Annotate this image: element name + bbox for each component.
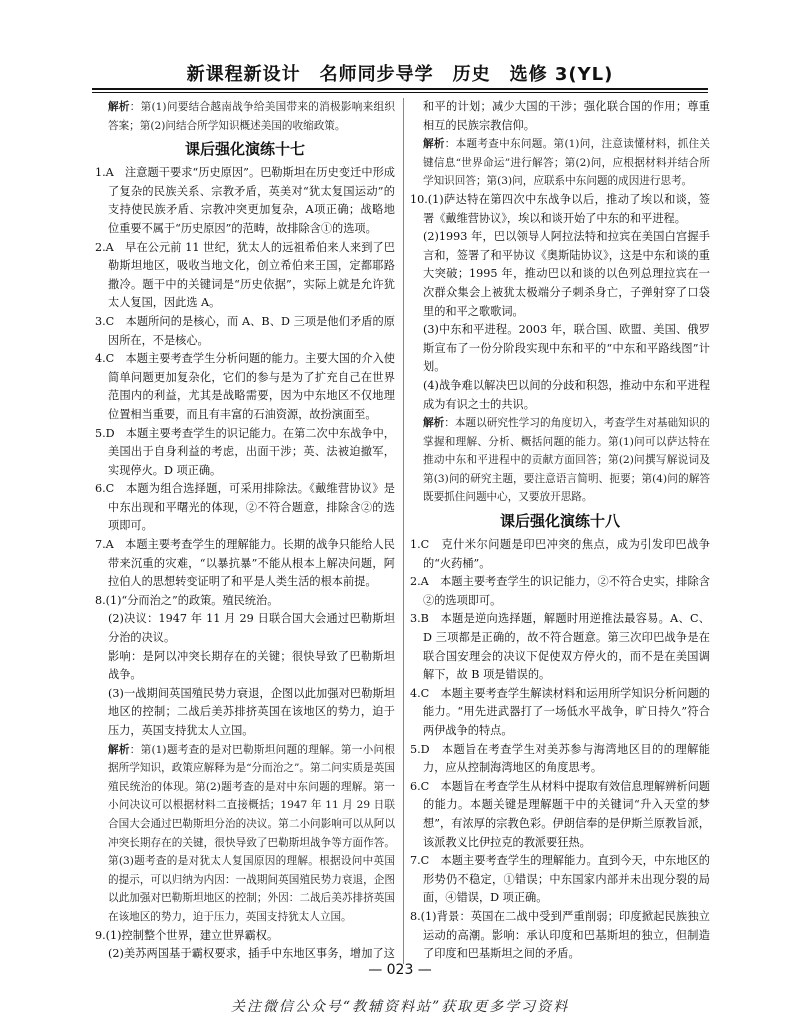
answer-item: 5.D 本题旨在考查学生对美苏参与海湾地区目的的理解能力，应从控制海湾地区的角度思考。 — [410, 742, 710, 775]
analysis-label: 解析 — [423, 417, 445, 430]
analysis-text: ：本题以研究性学习的角度切入，考查学生对基础知识的掌握和理解、分析、概括问题的能力。第(1)问可以萨达特在推动中东和平进程中的贡献方面回答；第(2)问撰写解说词及第(3)问的研究主题，要注意语言简明、扼要；第(4)问的解答既要抓住问题中心，又要放开思路。 — [423, 417, 710, 504]
analysis-paragraph — [95, 98, 395, 135]
answer-item: 4.C 本题主要考查学生分析问题的能力。主要大国的介入使简单问题更加复杂化，它们的参与是为了扩充自己在世界范围内的利益，尤其是战略需要，因为中东地区不仅地理位置相当重要，而且有丰富的石油资源，故扮演面至。 — [95, 352, 395, 421]
analysis-text: ：第(1)问要结合越南战争给美国带来的消极影响来组织答案；第(2)问结合所学知识概述美国的收缩政策。 — [108, 101, 395, 132]
answer-item: 4.C 本题主要考查学生解读材料和运用所学知识分析问题的能力。“用先进武器打了一场低水平战争，旷日持久”符合两伊战争的特点。 — [410, 686, 710, 737]
answer-subitem: (2)决议：1947 年 11 月 29 日联合国大会通过巴勒斯坦分治的决议。 — [108, 612, 395, 645]
analysis-paragraph — [410, 414, 710, 507]
answer-item: 3.C 本题所问的是核心，而 A、B、D 三项是他们矛盾的原因所在，不是核心。 — [95, 314, 395, 347]
analysis-paragraph — [95, 741, 395, 927]
right-column — [410, 98, 710, 964]
answer-item: 8.(1)“分而治之”的政策。殖民统治。 — [95, 593, 279, 607]
analysis-text: ：第(1)题考查的是对巴勒斯坦问题的理解。第一小问根据所学知识，政策应解释为是“分而治之”。第二问实质是英国殖民统治的体现。第(2)题考查的是对中东问题的理解。第一小问决议可以根据材料二直接概括；1947 年 11 月 29 日联合国大会通过巴勒斯坦分治的决议。第二小问影响可以从阿以冲突长期存在的关键，很快导致了巴勒斯坦战争等方面作答。第(3)题考查的是对犹太人复国原因的理解。根据设问中英国的提示，可以归纳为内因：一战期间英国殖民势力衰退，企图以此加强对巴勒斯坦地区的控制；外因：二战后美苏排挤英国在该地区的势力，迫于压力，英国支持犹太人立国。 — [108, 743, 395, 923]
column-divider — [403, 98, 404, 964]
section-title: 课后强化演练十七 — [184, 140, 305, 159]
answer-item: 1.A 注意题干要求“历史原因”。巴勒斯坦在历史变迁中形成了复杂的民族关系、宗教矛盾，英美对“犹太复国运动”的支持使民族矛盾、宗教冲突更加复杂，A项正确；战略地位重要不属于“历史原因”的范畴，故排除含①的选项。 — [95, 166, 395, 235]
page-number: — 023 — — [368, 962, 432, 978]
answer-subitem: (3)一战期间英国殖民势力衰退，企图以此加强对巴勒斯坦地区的控制；二战后美苏排挤英国在该地区的势力，迫于压力，英国支持犹太人立国。 — [108, 686, 395, 737]
answer-subitem: 影响：是阿以冲突长期存在的关键；很快导致了巴勒斯坦战争。 — [108, 649, 395, 682]
analysis-label: 解析 — [423, 138, 445, 151]
analysis-paragraph — [410, 135, 710, 191]
answer-subitem: (4)战争难以解决巴以间的分歧和积怨，推动中东和平进程成为有识之士的共识。 — [423, 378, 710, 411]
footer-note: 关注微信公众号“教辅资料站”获取更多学习资料 — [230, 999, 570, 1015]
answer-subitem: (2)1993 年，巴以领导人阿拉法特和拉宾在美国白宫握手言和，签署了和平协议《奥斯陆协议》，这是中东和谈的重大突破；1995 年，推动巴以和谈的以色列总理拉宾在一次群众集会上被犹太极端分子刺杀身亡，子弹射穿了口袋里的和平之歌歌词。 — [423, 230, 710, 318]
answer-item: 2.A 本题主要考查学生的识记能力，②不符合史实，排除含②的选项即可。 — [410, 575, 710, 607]
answer-subitem: (3)中东和平进程。2003 年，联合国、欧盟、美国、俄罗斯宣布了一份分阶段实现中东和平的“中东和平路线图”计划。 — [423, 323, 710, 374]
page-header-title: 新课程新设计 名师同步导学 历史 选修 3(YL) — [186, 64, 614, 85]
analysis-label: 解析 — [108, 101, 130, 113]
header-rule-thick — [92, 88, 708, 90]
left-column — [95, 98, 395, 964]
header-rule-thin — [92, 92, 708, 93]
answer-item: 6.C 本题旨在考查学生从材料中提取有效信息理解辨析问题的能力。本题关键是理解题干中的关键词“升入天堂的梦想”，有浓厚的宗教色彩。伊朗信奉的是伊斯兰原教旨派，该派教义比伊拉克的教派要狂热。 — [410, 779, 710, 849]
answer-item: 3.B 本题是逆向选择题，解题时用逆推法最容易。A、C、D 三项都是正确的，故不符合题意。第三次印巴战争是在联合国安理会的决议下促使双方停火的，而不是在美国调解下，故 B 项是错误的。 — [410, 612, 710, 682]
analysis-text: ：本题考查中东问题。第(1)问，注意读懂材料，抓住关键信息“世界命运”进行解答；第(2)问，应根据材料并结合所学知识回答；第(3)问，应联系中东问题的成因进行思考。 — [423, 138, 710, 188]
answer-item: 1.C 克什米尔问题是印巴冲突的焦点，成为引发印巴战争的“火药桶”。 — [410, 538, 710, 570]
answer-item: 9.(1)控制整个世界，建立世界霸权。 — [95, 928, 279, 942]
section-title: 课后强化演练十八 — [499, 512, 620, 531]
answer-item: 7.C 本题主要考查学生的理解能力。直到今天，中东地区的形势仍不稳定，①错误；中东国家内部并未出现分裂的局面，④错误，D 项正确。 — [410, 854, 710, 905]
answer-item: 6.C 本题为组合选择题，可采用排除法。《戴维营协议》是中东出现和平曙光的体现，②不符合题意，排除含②的选项即可。 — [95, 482, 395, 533]
analysis-label: 解析 — [108, 743, 130, 756]
answer-item: 2.A 早在公元前 11 世纪，犹太人的远祖希伯来人来到了巴勒斯坦地区，吸收当地文化，创立希伯来王国，定都耶路撒冷。题干中的关键词是“历史依据”，实际上就是允许犹太人复国，因此选 A。 — [95, 240, 395, 310]
answer-item: 10.(1)萨达特在第四次中东战争以后，推动了埃以和谈，签署《戴维营协议》，埃以和谈开始了中东的和平进程。 — [410, 192, 710, 225]
answer-subitem: (2)美苏两国基于霸权要求，插手中东地区事务，增加了这 — [108, 947, 395, 961]
answer-subitem: 和平的计划；减少大国的干涉；强化联合国的作用；尊重相互的民族宗教信仰。 — [423, 100, 710, 132]
answer-item: 5.D 本题主要考查学生的识记能力。在第二次中东战争中，美国出于自身利益的考虑，出面干涉；英、法被迫撤军，实现停火。D 项正确。 — [95, 426, 395, 477]
answer-item: 8.(1)背景：英国在二战中受到严重削弱；印度掀起民族独立运动的高潮。影响：承认印度和巴基斯坦的独立，但制造了印度和巴基斯坦之间的矛盾。 — [410, 909, 710, 961]
answer-item: 7.A 本题主要考查学生的理解能力。长期的战争只能给人民带来沉重的灾难，“以暴抗暴”不能从根本上解决问题，阿拉伯人的思想转变证明了和平是人类生活的根本前提。 — [95, 538, 395, 589]
